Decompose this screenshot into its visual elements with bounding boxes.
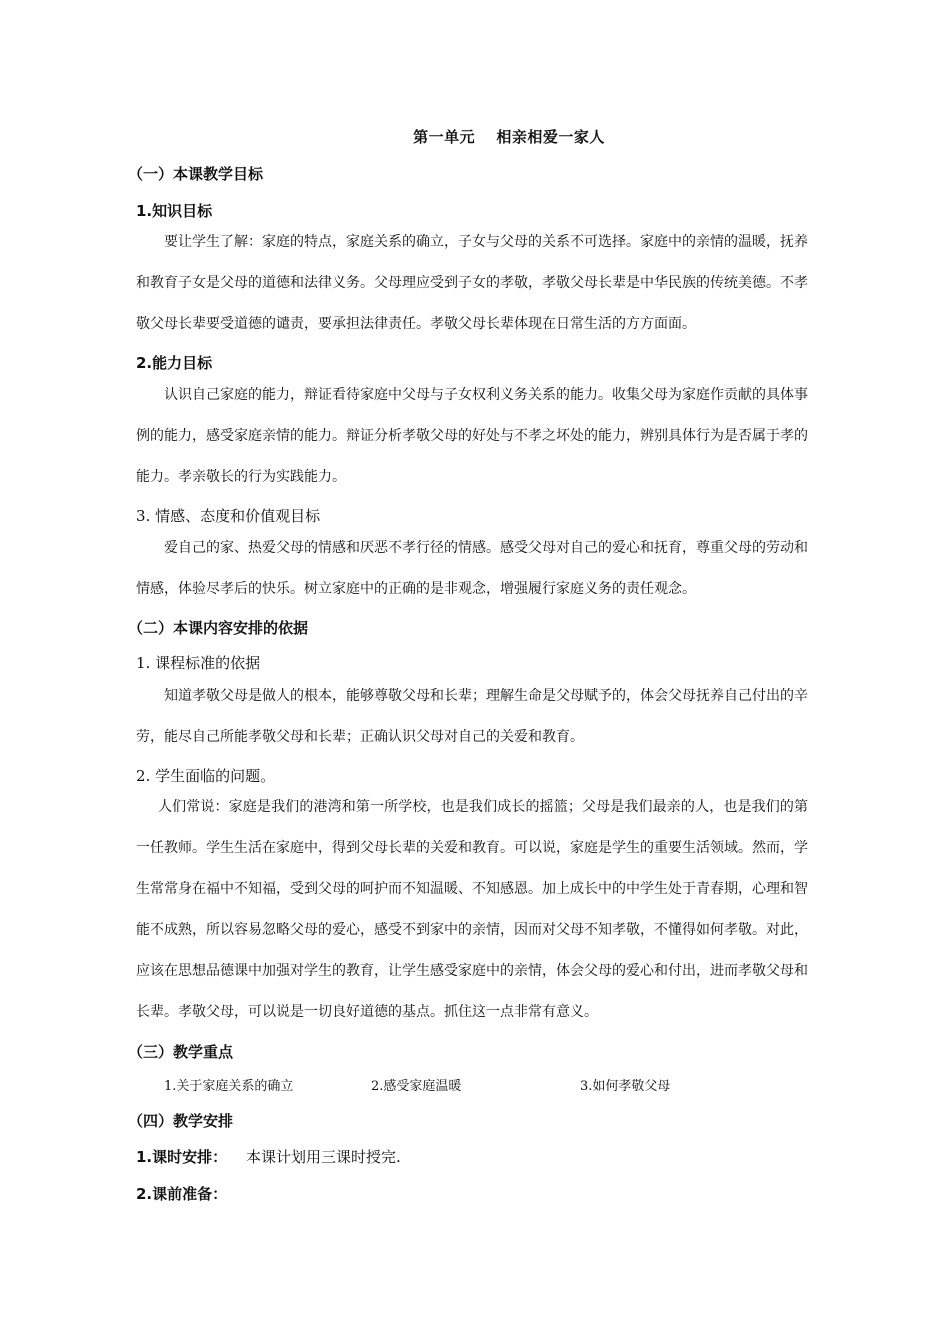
- paragraph-emotion: 爱自己的家、热爱父母的情感和厌恶不孝行径的情感。感受父母对自己的爱心和抚育，尊重父母的劳动和情感，体验尽孝后的快乐。树立家庭中的正确的是非观念，增强履行家庭义务的责任观念。: [136, 540, 808, 597]
- section-heading-arrangement: （四）教学安排: [128, 1112, 234, 1130]
- subheading-problems: 2. 学生面临的问题。: [136, 767, 276, 785]
- section-heading-basis: （二）本课内容安排的依据: [128, 619, 309, 637]
- paragraph-problems: 人们常说：家庭是我们的港湾和第一所学校，也是我们成长的摇篮；父母是我们最亲的人，也是我们的第一任教师。学生生活在家庭中，得到父母长辈的关爱和教育。可以说，家庭是学生的重要生活领域。然而，学生常常身在福中不知福，受到父母的呵护而不知温暖、不知感恩。加上成长中的中学生处于青春期，心理和智能不成熟，所以容易忽略父母的爱心，感受不到家中的亲情，因而对父母不知孝敬，不懂得如何孝敬。对此，应该在思想品德课中加强对学生的教育，让学生感受家庭中的亲情，体会父母的爱心和付出，进而孝敬父母和长辈。孝敬父母，可以说是一切良好道德的基点。抓住这一点非常有意义。: [136, 799, 808, 1020]
- paragraph-ability: 认识自己家庭的能力，辩证看待家庭中父母与子女权利义务关系的能力。收集父母为家庭作贡献的具体事例的能力，感受家庭亲情的能力。辩证分析孝敬父母的好处与不孝之坏处的能力，辨别具体行为是否属于孝的能力。孝亲敬长的行为实践能力。: [136, 387, 808, 485]
- subheading-emotion: 3. 情感、态度和价值观目标: [136, 507, 321, 525]
- paragraph-standard: 知道孝敬父母是做人的根本，能够尊敬父母和长辈；理解生命是父母赋予的，体会父母抚养自己付出的辛劳，能尽自己所能孝敬父母和长辈；正确认识父母对自己的关爱和教育。: [136, 688, 808, 745]
- key-point-3: 3.如何孝敬父母: [580, 1079, 671, 1094]
- section-heading-key-points: （三）教学重点: [128, 1043, 234, 1061]
- subheading-standard: 1. 课程标准的依据: [136, 654, 261, 672]
- schedule-value: 本课计划用三课时授完.: [246, 1148, 401, 1166]
- subheading-knowledge: 1.知识目标: [136, 202, 213, 220]
- section-heading-goals: （一）本课教学目标: [128, 165, 264, 183]
- schedule-label: 1.课时安排：: [136, 1148, 228, 1166]
- page-title: 第一单元 相亲相爱一家人: [413, 128, 605, 146]
- key-point-2: 2.感受家庭温暖: [371, 1079, 462, 1094]
- paragraph-knowledge: 要让学生了解：家庭的特点，家庭关系的确立，子女与父母的关系不可选择。家庭中的亲情的温暖，抚养和教育子女是父母的道德和法律义务。父母理应受到子女的孝敬，孝敬父母长辈是中华民族的传统美德。不孝敬父母长辈要受道德的谴责，要承担法律责任。孝敬父母长辈体现在日常生活的方方面面。: [136, 234, 808, 332]
- subheading-ability: 2.能力目标: [136, 354, 213, 372]
- preparation-label: 2.课前准备：: [136, 1185, 228, 1203]
- key-point-1: 1.关于家庭关系的确立: [164, 1079, 294, 1094]
